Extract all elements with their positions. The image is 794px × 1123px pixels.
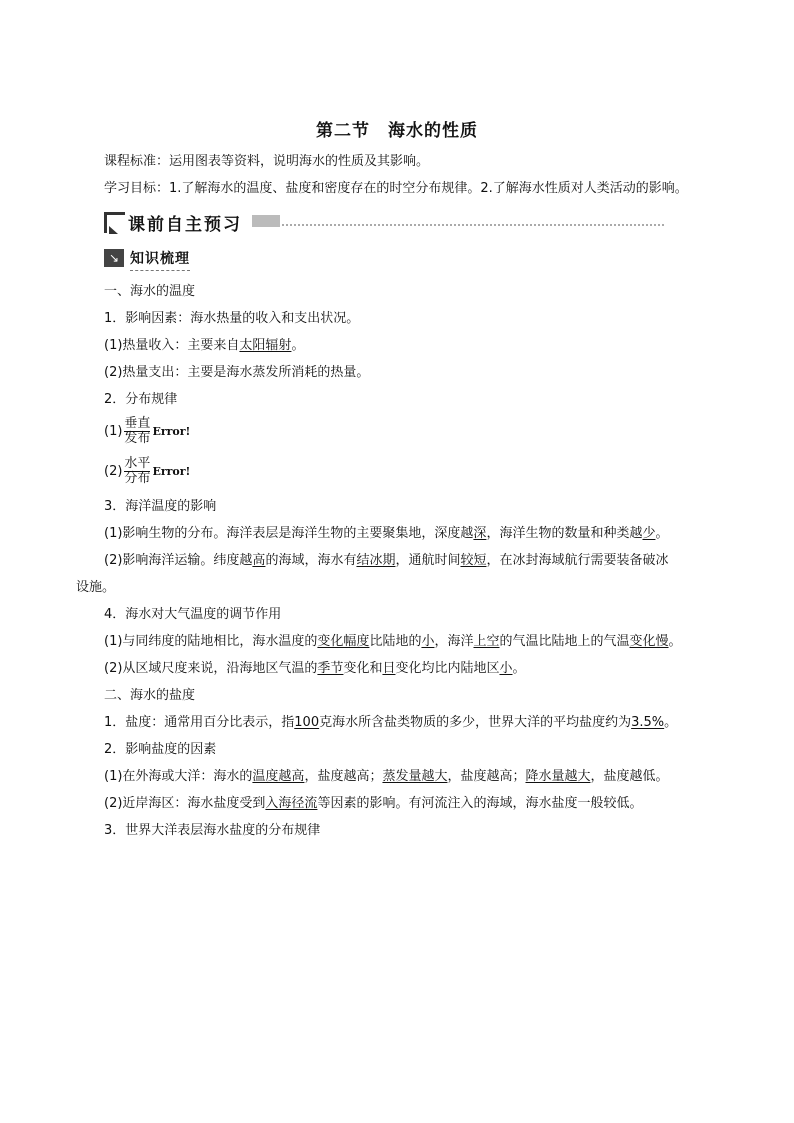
banner-bar <box>252 215 280 227</box>
heat-expense: (2)热量支出：主要是海水蒸发所消耗的热量。 <box>104 365 370 380</box>
horizontal-fraction: $\frac{\text{水平}}{\text{分布}}$ <box>124 456 151 486</box>
temp-factor-2: 2．分布规律 <box>104 392 178 407</box>
course-standard: 课程标准：运用图表等资料，说明海水的性质及其影响。 <box>104 154 430 169</box>
temp-heading: 一、海水的温度 <box>104 284 196 299</box>
section-banner-label: 课前自主预习 <box>128 215 242 235</box>
corner-bracket-icon <box>104 212 125 233</box>
salt-factor-3: 3．世界大洋表层海水盐度的分布规律 <box>104 823 321 838</box>
arrow-icon: ↘ <box>104 249 124 267</box>
ocean-transport: (2)影响海洋运输。纬度越高的海域，海水有结冰期，通航时间较短，在冰封海域航行需要装备破冰 <box>104 553 669 568</box>
climate-regulation-2: (2)从区域尺度来说，沿海地区气温的季节变化和日变化均比内陆地区小。 <box>104 661 526 676</box>
temp-factor-3: 3．海洋温度的影响 <box>104 499 217 514</box>
section-banner <box>104 210 664 234</box>
page-title: 第二节 海水的性质 <box>316 121 478 141</box>
vertical-distribution: (1) $\frac{\text{垂直}}{\text{发布}}$ Error! <box>104 416 191 446</box>
knowledge-label: 知识梳理 <box>130 248 190 271</box>
heat-income: (1)热量收入：主要来自太阳辐射。 <box>104 338 305 353</box>
ocean-transport-cont: 设施。 <box>76 580 116 595</box>
open-sea-salinity: (1)在外海或大洋：海水的温度越高，盐度越高；蒸发量越大，盐度越高；降水量越大，盐度越低。 <box>104 769 669 784</box>
salt-factor-2: 2．影响盐度的因素 <box>104 742 217 757</box>
temp-factor-1: 1．影响因素：海水热量的收入和支出状况。 <box>104 311 360 326</box>
horizontal-distribution: (2) $\frac{\text{水平}}{\text{分布}}$ Error! <box>104 456 191 486</box>
salt-heading: 二、海水的盐度 <box>104 688 196 703</box>
bio-distribution: (1)影响生物的分布。海洋表层是海洋生物的主要聚集地，深度越深，海洋生物的数量和种类越少。 <box>104 526 669 541</box>
learning-goals: 学习目标：1.了解海水的温度、盐度和密度存在的时空分布规律。2.了解海水性质对人类活动的影响。 <box>104 181 688 196</box>
climate-regulation-1: (1)与同纬度的陆地相比，海水温度的变化幅度比陆地的小，海洋上空的气温比陆地上的气温变化慢。 <box>104 634 682 649</box>
banner-divider <box>282 224 664 226</box>
coastal-salinity: (2)近岸海区：海水盐度受到入海径流等因素的影响。有河流注入的海域，海水盐度一般较低。 <box>104 796 643 811</box>
vertical-fraction: $\frac{\text{垂直}}{\text{发布}}$ <box>124 416 151 446</box>
salinity-definition: 1．盐度：通常用百分比表示，指100克海水所含盐类物质的多少，世界大洋的平均盐度约为3.5%。 <box>104 715 678 730</box>
temp-factor-4: 4．海水对大气温度的调节作用 <box>104 607 282 622</box>
